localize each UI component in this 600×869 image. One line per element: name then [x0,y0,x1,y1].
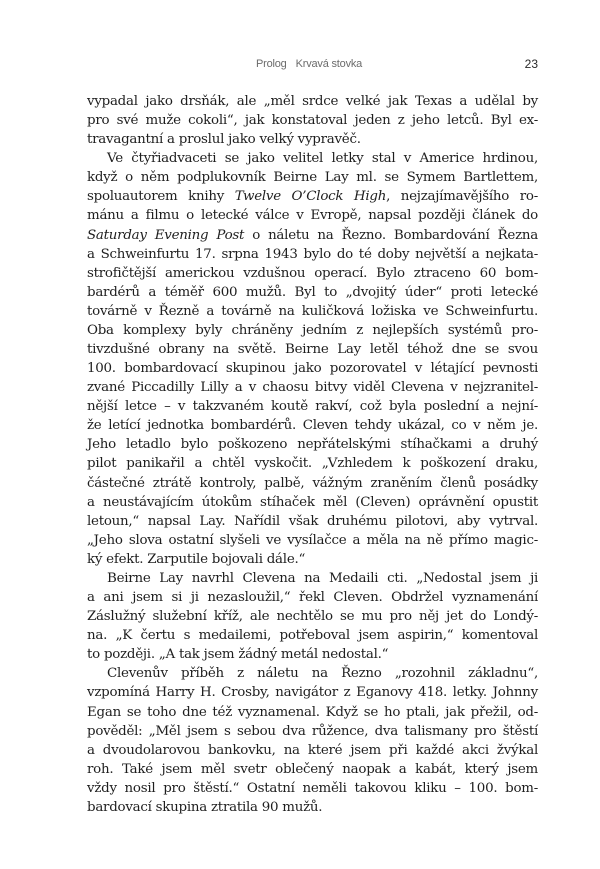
chapter-title: Krvavá stovka [295,58,363,70]
text-line: Beirne Lay navrhl Clevena na Medaili cti. „Nedostal jsem ji [107,570,538,586]
text-line: a ani jsem si ji nezasloužil,“ řekl Cleven. Obdržel vyznamenání [87,590,538,606]
text-line: vzpomíná Harry H. Crosby, navigátor z Eganovy 418. letky. Johnny [87,685,538,701]
text-line: spoluautorem knihy Twelve O’Clock High, nejzajímavějšího ro- [87,189,538,205]
page-number: 23 [524,57,538,71]
text-line: ký efekt. Zarputile bojovali dále.“ [87,551,306,567]
text-line: „Jeho slova ostatní slyšeli ve vysílačce a měla na ně přímo magic- [87,532,538,548]
text-line: a dvoudolarovou bankovku, na které jsem při každé akci žvýkal [87,742,538,758]
text-line: letoun,“ napsal Lay. Nařídil však druhému pilotovi, aby vytrval. [87,513,538,529]
body-text [87,92,538,817]
text-line: pilot panikařil a chtěl vyskočit. „Vzhledem k poškození draku, [87,456,538,472]
text-line: travagantní a proslul jako velký vypravěč. [87,132,361,148]
text-line: to později. „A tak jsem žádný metál nedostal.“ [87,647,389,663]
text-line: když o něm podplukovník Beirne Lay ml. se Symem Bartlettem, [87,170,538,186]
text-line: pro své muže cokoli“, jak konstatoval jeden z jeho letců. Byl ex- [87,113,538,129]
text-line: vždy nosil pro štěstí.“ Ostatní neměli takovou kliku – 100. bom- [87,780,538,796]
text-line: tivzdušné obrany na světě. Beirne Lay letěl téhož dne se svou [87,342,538,358]
text-line: na. „K čertu s medailemi, potřeboval jsem aspirin,“ komentoval [87,628,538,644]
text-line: pověděl: „Měl jsem s sebou dva růžence, dva talismany pro štěstí [87,723,538,739]
paragraph [87,149,538,569]
paragraph [87,92,538,149]
text-line: že letící jednotka bombardérů. Cleven tehdy ukázal, co v něm je. [87,418,538,434]
text-line: vypadal jako drsňák, ale „měl srdce velké jak Texas a udělal by [87,94,538,109]
text-line: mánu a filmu o letecké válce v Evropě, napsal později článek do [87,208,538,224]
text-line: bardérů a téměř 600 mužů. Byl to „dvojitý úder“ proti letecké [87,284,538,300]
paragraph [87,664,538,817]
text-line: Clevenův příběh z náletu na Řezno „rozohnil základnu“, [107,666,538,682]
chapter-label: Prolog [256,58,287,70]
text-line: částečné ztrátě kontroly, palbě, vážným zraněním členů posádky [87,475,538,491]
text-line: a neustávajícím útokům stíhaček měl (Cleven) oprávnění opustit [87,494,538,510]
paragraph [87,569,538,664]
text-line: Jeho letadlo bylo poškozeno nepřátelskými stíhačkami a druhý [87,437,538,453]
text-line: roh. Také jsem měl svetr oblečený naopak a kabát, který jsem [87,761,538,777]
text-line: Oba komplexy byly chráněny jedním z nejlepších systémů pro- [87,322,538,338]
text-line: Ve čtyřiadvaceti se jako velitel letky stal v Americe hrdinou, [107,151,538,167]
text-line: nější letce – v takzvaném koutě rakví, což byla poslední a nejní- [87,399,538,415]
text-line: strofičtější americkou vzdušnou operací. Bylo ztraceno 60 bom- [87,265,538,281]
text-line: továrně v Řezně a továrně na kuličková ložiska ve Schweinfurtu. [87,303,538,319]
italic-title: Twelve O’Clock High [234,189,387,205]
text-line: Egan se toho dne též vyznamenal. Když se ho ptali, jak přežil, od- [87,704,538,720]
text-line: 100. bombardovací skupinou jako pozorovatel v létající pevnosti [87,361,538,377]
text-line: zvané Piccadilly Lilly a v chaosu bitvy viděl Clevena v nejzranitel- [87,380,538,396]
italic-title: Saturday Evening Post [87,227,245,243]
text-line: Saturday Evening Post o náletu na Řezno. Bombardování Řezna [87,227,538,243]
running-head [256,58,362,70]
text-line: bardovací skupina ztratila 90 mužů. [87,799,323,815]
text-line: a Schweinfurtu 17. srpna 1943 bylo do té doby největší a nejkata- [87,246,538,262]
text-line: Záslužný služební kříž, ale nechtělo se mu pro něj jet do Londý- [87,609,538,625]
